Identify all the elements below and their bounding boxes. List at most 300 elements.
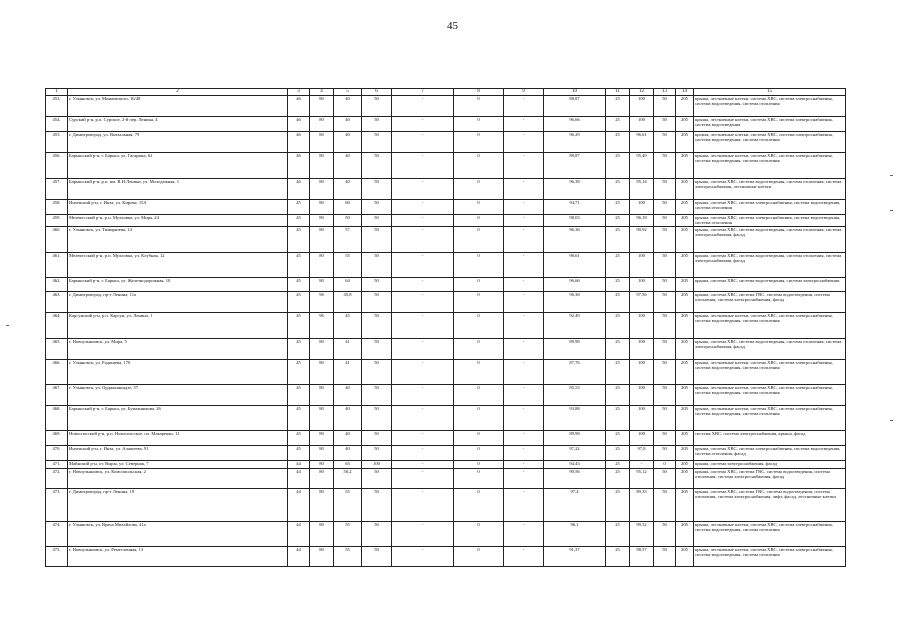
table-cell: 205 (676, 227, 694, 253)
table-cell: 45 (288, 278, 310, 292)
table-cell: 205 (676, 278, 694, 292)
table-cell: 474. (46, 522, 68, 547)
table-cell: 455. (46, 132, 68, 153)
table-cell: 462. (46, 278, 68, 292)
table-cell: крыша, лестничные клетки, система ХВС, система электроснабжения, система водоотведения, система отопления (694, 547, 846, 567)
table-cell: - (392, 339, 454, 360)
table-cell: 45 (288, 215, 310, 227)
table-cell: - (392, 446, 454, 461)
table-cell: 40 (334, 153, 362, 179)
table-row (46, 253, 846, 278)
table-cell: 50 (362, 215, 392, 227)
table-cell: 86,36 (544, 227, 606, 253)
table-cell: 45 (288, 446, 310, 461)
table-cell: г. Новоульяновск, ул. Комсомольская, 2 (68, 469, 288, 489)
table-cell: 100 (630, 117, 654, 132)
table-cell: 25 (606, 278, 630, 292)
table-cell: 50 (654, 522, 676, 547)
header-row (46, 89, 846, 96)
table-cell: 45 (288, 200, 310, 215)
table-cell: 0 (454, 547, 504, 567)
table-cell: 0 (454, 96, 504, 117)
table-cell: 50 (362, 339, 392, 360)
table-cell: - (392, 253, 454, 278)
table-cell: 50 (362, 227, 392, 253)
table-cell: 100 (630, 406, 654, 431)
table-cell: 0 (454, 153, 504, 179)
table-cell: крыша, система ХВС, система водоотведения, система отопления, система электроснабжения, лестничные клетки (694, 179, 846, 200)
table-cell: - (504, 227, 544, 253)
table-cell: 0 (454, 489, 504, 522)
table-cell: 96,1 (544, 522, 606, 547)
table-cell: 100 (630, 96, 654, 117)
table-cell: 44 (288, 469, 310, 489)
table-cell: 80 (310, 153, 334, 179)
table-cell: 466. (46, 360, 68, 385)
margin-mark (6, 325, 9, 326)
table-cell: 205 (676, 179, 694, 200)
column-header: 10 (544, 89, 606, 96)
table-cell: 50 (654, 253, 676, 278)
table-cell: 85,53 (544, 385, 606, 406)
column-header: 14 (676, 89, 694, 96)
table-cell: - (392, 132, 454, 153)
table-cell: 46 (288, 179, 310, 200)
table-cell: 0 (454, 278, 504, 292)
table-cell: 80 (310, 117, 334, 132)
table-cell: 45 (288, 360, 310, 385)
table-cell: Карсунский р-н, р.п. Карсун, ул. Ленина, 1 (68, 313, 288, 339)
column-header: 6 (362, 89, 392, 96)
table-cell: - (504, 522, 544, 547)
margin-mark (890, 210, 893, 211)
table-cell: крыша, лестничные клетки, система ХВС, система электроснабжения, система водоотведения, система отопления (694, 153, 846, 179)
table-row (46, 200, 846, 215)
table-cell: 50 (654, 339, 676, 360)
table-row (46, 489, 846, 522)
table-cell: 96,66 (544, 278, 606, 292)
table-cell: 57 (334, 227, 362, 253)
table-cell: 55 (334, 253, 362, 278)
table-cell: - (392, 385, 454, 406)
table-cell: 50 (362, 522, 392, 547)
table-row (46, 292, 846, 313)
table-cell: 25 (606, 132, 630, 153)
column-header: 13 (654, 89, 676, 96)
table-cell: 456. (46, 153, 68, 179)
table-cell: 458. (46, 200, 68, 215)
table-cell: 50 (654, 489, 676, 522)
table-cell: 80 (310, 446, 334, 461)
table-cell: - (504, 431, 544, 446)
table-cell: 40 (334, 446, 362, 461)
table-cell: - (392, 431, 454, 446)
column-header: 3 (288, 89, 310, 96)
table-cell: 50 (362, 179, 392, 200)
table-cell: - (392, 461, 454, 469)
table-cell: г. Ульяновск, ул. Тимирязева, 14 (68, 227, 288, 253)
table-cell: 46 (288, 153, 310, 179)
table-cell: 89,98 (544, 431, 606, 446)
table-row (46, 360, 846, 385)
table-cell: 40 (334, 406, 362, 431)
table-cell: 97,4 (544, 489, 606, 522)
table-cell: - (504, 96, 544, 117)
table-row (46, 278, 846, 292)
table-cell: 205 (676, 385, 694, 406)
table-cell: 469. (46, 431, 68, 446)
table-cell: 463. (46, 292, 68, 313)
table-cell: 45 (288, 292, 310, 313)
table-cell: крыша, система ХВС, система электроснабжения, система водоотведения, система отопления (694, 215, 846, 227)
table-cell: 0 (454, 339, 504, 360)
table-cell: - (392, 547, 454, 567)
table-cell: - (504, 132, 544, 153)
table-cell: - (504, 179, 544, 200)
table-cell: 88,87 (544, 153, 606, 179)
table-cell: 205 (676, 96, 694, 117)
table-cell: 205 (676, 132, 694, 153)
table-cell: - (504, 547, 544, 567)
table-cell: 50 (654, 215, 676, 227)
table-cell: 46 (288, 96, 310, 117)
table-row (46, 339, 846, 360)
page-number: 45 (447, 20, 458, 32)
table-cell: 25 (606, 406, 630, 431)
table-cell: 205 (676, 406, 694, 431)
table-cell: 80 (310, 385, 334, 406)
table-cell: 40 (334, 431, 362, 446)
table-cell: г. Ульяновск, ул. Орджоникидзе, 57 (68, 385, 288, 406)
table-cell: 45 (288, 406, 310, 431)
table-cell: 0 (454, 313, 504, 339)
table-cell: 50 (654, 360, 676, 385)
table-cell: - (392, 227, 454, 253)
table-cell: 96,38 (544, 179, 606, 200)
table-cell: 96,66 (544, 117, 606, 132)
table-cell: 100 (630, 431, 654, 446)
table-cell: 50 (654, 153, 676, 179)
table-cell: 0 (454, 446, 504, 461)
table-cell: кровля, лестничные клетки, система ХВС, система электроснабжения, система водоотведения, система отопления (694, 132, 846, 153)
table-cell: 205 (676, 200, 694, 215)
table-cell: 25 (606, 313, 630, 339)
table-cell: 80 (310, 547, 334, 567)
table-cell: - (504, 117, 544, 132)
table-cell: г. Новоульяновск, ул. Ремесленная, 13 (68, 547, 288, 567)
table-cell: - (392, 313, 454, 339)
table-cell: 64 (334, 278, 362, 292)
table-cell: 100 (630, 339, 654, 360)
table-cell: - (504, 339, 544, 360)
margin-mark (890, 175, 893, 176)
table-cell: 472. (46, 469, 68, 489)
table-cell: 95,49 (630, 153, 654, 179)
table-cell: 25 (606, 360, 630, 385)
table-cell: 45 (288, 385, 310, 406)
table-cell: 96 (310, 292, 334, 313)
table-cell: Мелекесский р-н, р.п. Мулловка, ул. Клубная, 12 (68, 253, 288, 278)
table-cell: 454. (46, 117, 68, 132)
table-row (46, 406, 846, 431)
table-cell: Барышский р-н, г. Барыш, ул. Гагарина, 62 (68, 153, 288, 179)
table-cell: крыша, система электроснабжения, фасад (694, 461, 846, 469)
table-cell: г. Димитровград, пр-т Ленина, 11а (68, 292, 288, 313)
table-row (46, 461, 846, 469)
table-cell: 96,61 (630, 132, 654, 153)
table-cell: 44 (288, 461, 310, 469)
margin-mark (890, 420, 893, 421)
table-cell: 0 (454, 132, 504, 153)
table-cell: 95,14 (630, 179, 654, 200)
table-cell: 40 (334, 96, 362, 117)
table-cell: 45 (334, 313, 362, 339)
table-cell: - (392, 292, 454, 313)
table-cell: 95,12 (630, 469, 654, 489)
table-row (46, 117, 846, 132)
table-cell: г. Новоульяновск, ул. Мира, 5 (68, 339, 288, 360)
table-cell: 46 (288, 117, 310, 132)
table-cell: - (504, 313, 544, 339)
table-cell: 50 (654, 278, 676, 292)
table-cell: 50 (362, 360, 392, 385)
table-cell: 98,57 (630, 547, 654, 567)
table-cell: крыша, система ХВС, система ГВС, система водоотведения, система отопления, система электроснабжения, фасад (694, 292, 846, 313)
table-cell: 50 (654, 200, 676, 215)
column-header: 1 (46, 89, 68, 96)
table-cell: 45 (288, 227, 310, 253)
table-cell: - (392, 153, 454, 179)
table-cell: 25 (606, 153, 630, 179)
table-cell: 50 (362, 132, 392, 153)
table-body (46, 96, 846, 567)
column-header: 9 (504, 89, 544, 96)
table-cell: 97,22 (544, 446, 606, 461)
table-cell: 98,03 (544, 215, 606, 227)
table-cell: 50 (654, 547, 676, 567)
table-cell: 50 (362, 292, 392, 313)
table-cell: - (504, 446, 544, 461)
table-cell: - (392, 200, 454, 215)
table-cell: 50 (362, 278, 392, 292)
table-cell: 80 (310, 278, 334, 292)
table-cell: г. Димитровград, пр-т Ленина, 19 (68, 489, 288, 522)
table-cell: 25 (606, 215, 630, 227)
table-cell: крыша, система ХВС, система водоотведения, система отопления, система электроснабжения, фасад (694, 227, 846, 253)
table-cell: 50 (362, 200, 392, 215)
table-cell: 40 (334, 179, 362, 200)
table-cell: 25 (606, 200, 630, 215)
table-cell: 41 (334, 339, 362, 360)
table-cell: 50 (362, 431, 392, 446)
table-cell: Майнский р-н, от. Выры, ул. Северная, 7 (68, 461, 288, 469)
table-cell: - (504, 278, 544, 292)
table-cell: 96,18 (630, 215, 654, 227)
table-cell: 205 (676, 153, 694, 179)
table-cell: 97,8 (630, 446, 654, 461)
table-cell: 465. (46, 339, 68, 360)
table-cell: - (504, 200, 544, 215)
table-cell: крыша, система ХВС, система электроснабжения, система водоотведения, система отопления, фасад (694, 446, 846, 461)
table-cell: 50 (362, 489, 392, 522)
table-row (46, 227, 846, 253)
table-cell: - (392, 117, 454, 132)
table-cell: Барышский р-н, р.п. им. В.И.Ленина, ул. Молодежная, 1 (68, 179, 288, 200)
table-cell: 205 (676, 547, 694, 567)
table-cell: 0 (454, 292, 504, 313)
table-cell: 40 (334, 117, 362, 132)
table-cell: 25 (606, 522, 630, 547)
table-cell: 100 (630, 313, 654, 339)
table-row (46, 179, 846, 200)
table-cell: 50 (654, 469, 676, 489)
table-cell: Мелекесский р-н, р.п. Мулловка, ул. Мира, 24 (68, 215, 288, 227)
table-cell: 205 (676, 253, 694, 278)
table-cell: 91,37 (544, 547, 606, 567)
table-cell: - (392, 522, 454, 547)
table-cell: 80 (310, 200, 334, 215)
table-cell: 25 (606, 253, 630, 278)
table-cell: 0 (454, 215, 504, 227)
table-cell: 65 (334, 461, 362, 469)
table-cell: 50 (654, 406, 676, 431)
table-cell: Новоспасский р-н, р.п. Новоспасское, пл. Макаренко, 11 (68, 431, 288, 446)
table-cell: крыша, система ХВС, система водоотведения, система электроснабжения (694, 278, 846, 292)
table-cell: 0 (454, 253, 504, 278)
table-cell: 93,88 (544, 406, 606, 431)
table-cell: Инзенский р-н, г. Инза, ул. Алашеева, 91 (68, 446, 288, 461)
table-cell: 0 (454, 227, 504, 253)
table-cell: 25 (606, 117, 630, 132)
table-cell: 98,61 (544, 253, 606, 278)
table-cell: 205 (676, 339, 694, 360)
table-cell: 25 (606, 461, 630, 469)
table-cell: 80 (310, 339, 334, 360)
table-cell: 25 (606, 385, 630, 406)
table-cell: Сурский р-н, р.п. Сурское, 2-й пер. Ленина, 4 (68, 117, 288, 132)
table-cell: 0 (454, 360, 504, 385)
table-cell: крыша, система ХВС, система ГВС, система водоотведения, система отопления, система электроснабжения, лифт, фасад, лестничные клетки (694, 489, 846, 522)
table-cell: 453. (46, 96, 68, 117)
table-cell: 0 (454, 179, 504, 200)
table-cell: 205 (676, 461, 694, 469)
table-cell: г. Ульяновск, ул. Минаевского, 16/48 (68, 96, 288, 117)
table-cell: 25 (606, 292, 630, 313)
table-row (46, 313, 846, 339)
table-cell: 25 (606, 489, 630, 522)
table-cell: крыша, лестничные клетки, система ХВС, система электроснабжения, система водоотведения, система отопления (694, 406, 846, 431)
table-cell: 45,8 (334, 292, 362, 313)
table-cell: 50 (362, 385, 392, 406)
column-header: 7 (392, 89, 454, 96)
table-cell: 50 (654, 132, 676, 153)
table-cell: 44 (288, 489, 310, 522)
table-cell: 90,56 (544, 469, 606, 489)
table-cell: - (504, 215, 544, 227)
table-cell: - (504, 360, 544, 385)
table-cell: 25 (606, 96, 630, 117)
table-cell: 40 (334, 132, 362, 153)
table-cell: - (504, 385, 544, 406)
table-cell: 55 (334, 522, 362, 547)
table-cell: - (392, 360, 454, 385)
table-cell: 40 (334, 385, 362, 406)
table-cell: - (392, 179, 454, 200)
table-cell: 60 (334, 200, 362, 215)
table-cell: 55 (334, 547, 362, 567)
table-cell: 50 (362, 153, 392, 179)
table-cell: 459. (46, 215, 68, 227)
table-cell: 46 (288, 132, 310, 153)
table-cell: 80 (310, 96, 334, 117)
table-cell: 94,43 (544, 461, 606, 469)
table-cell: 88,87 (544, 96, 606, 117)
table-cell: 96 (310, 313, 334, 339)
table-cell: 45 (288, 431, 310, 446)
table-cell: - (504, 153, 544, 179)
table-cell: 96,38 (544, 292, 606, 313)
table-cell: 80 (310, 431, 334, 446)
table-cell: 50 (362, 96, 392, 117)
table-cell: Барышский р-н, г. Барыш, ул. Бумажникова, 26 (68, 406, 288, 431)
table-cell: 80 (310, 179, 334, 200)
table-cell: 205 (676, 431, 694, 446)
table-cell: 55 (334, 489, 362, 522)
table-cell: 45 (288, 313, 310, 339)
table-cell: 80 (310, 406, 334, 431)
table-row (46, 96, 846, 117)
table-cell: 100 (362, 461, 392, 469)
table-cell: крыша, система ХВС, система водоотведения, система отопления, система электроснабжения, фасад (694, 339, 846, 360)
table-cell: 50 (654, 313, 676, 339)
column-header: 15 (694, 89, 846, 96)
table-cell: 460. (46, 227, 68, 253)
column-header: 11 (606, 89, 630, 96)
table-cell: крыша, лестничные клетки, система ХВС, система электроснабжения, система водоотведения, система отопления (694, 385, 846, 406)
table-cell: 50 (654, 179, 676, 200)
table-cell: 99,32 (630, 522, 654, 547)
table-cell: 50 (362, 253, 392, 278)
table-cell: - (392, 489, 454, 522)
table-cell: Инзенский р-н, г. Инза, ул. Кирова, 15А (68, 200, 288, 215)
table-cell: 0 (654, 461, 676, 469)
table-cell: 80 (310, 360, 334, 385)
table-cell: 0 (454, 406, 504, 431)
table-cell: - (392, 406, 454, 431)
table-cell: 25 (606, 339, 630, 360)
table-cell: 100 (630, 385, 654, 406)
table-cell: 205 (676, 292, 694, 313)
table-cell: 50 (362, 406, 392, 431)
table-cell: крыша, система ХВС, система электроснабжения, система водоотведения, система отопления (694, 200, 846, 215)
table-cell: крыша, лестничные клетки, система ХВС, система электроснабжения, система водоотведения, система отопления (694, 360, 846, 385)
table-cell: 25 (606, 431, 630, 446)
table-cell: 205 (676, 489, 694, 522)
table-cell: 50 (362, 547, 392, 567)
table-cell: 87,76 (544, 360, 606, 385)
table-cell: 50 (654, 431, 676, 446)
table-cell: 100 (630, 200, 654, 215)
table-cell: 50,2 (334, 469, 362, 489)
table-cell: - (504, 292, 544, 313)
table-cell: 205 (676, 117, 694, 132)
table-cell: 205 (676, 469, 694, 489)
table-row (46, 469, 846, 489)
table-cell: 100 (630, 360, 654, 385)
data-table (45, 88, 846, 567)
table-cell: 80 (310, 522, 334, 547)
column-header: 12 (630, 89, 654, 96)
